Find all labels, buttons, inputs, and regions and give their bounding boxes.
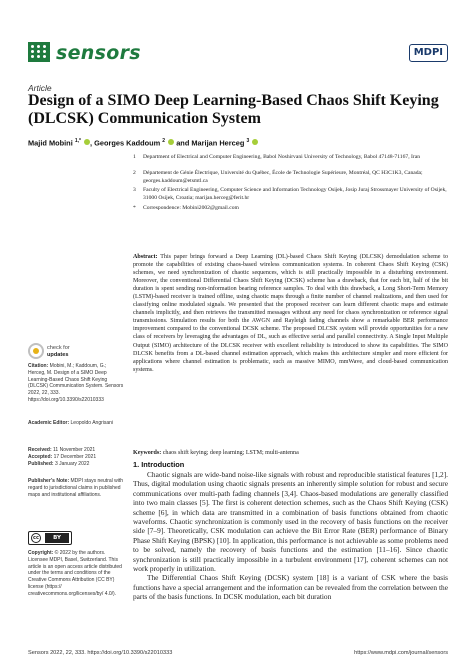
author-marks: 2 <box>162 138 166 144</box>
editor-label: Academic Editor: <box>28 420 70 426</box>
keywords-text: chaos shift keying; deep learning; LSTM; multi-antenna <box>162 450 299 456</box>
introduction-body <box>133 470 448 602</box>
keywords-label: Keywords: <box>133 450 162 456</box>
copyright-block <box>28 550 124 598</box>
affiliation-text: Département de Génie Électrique, Université du Québec, École de Technologie Supérieure, Montréal, QC H3C1K3, Canada; georges.kaddoum@etsmtl.ca <box>143 170 423 184</box>
author-marks: 3 <box>246 138 250 144</box>
journal-name[interactable]: sensors <box>56 42 141 64</box>
cc-icon: cc <box>31 533 41 543</box>
check-for-updates-badge[interactable] <box>28 343 98 361</box>
citation-block <box>28 363 124 404</box>
affiliation <box>133 170 448 185</box>
check-updates-label: check for updates <box>47 345 70 358</box>
cc-license-badge[interactable] <box>28 531 72 545</box>
abstract-label: Abstract: <box>133 254 158 260</box>
by-icon: BY <box>45 533 69 543</box>
author-marks: 1,* <box>74 138 81 144</box>
affiliation <box>133 205 448 213</box>
affiliation-text: Faculty of Electrical Engineering, Computer Science and Information Technology Osijek, Josip Juraj Strossmayer University of Osijek, 31000 Osijek, Croatia; marijan.herceg@ferit.hr <box>143 187 447 201</box>
publication-dates <box>28 447 124 467</box>
correspondence-email[interactable]: Correspondence: Mobini2002@gmail.com <box>143 205 239 211</box>
check-updates-icon <box>28 343 44 359</box>
editor-name: Leopoldo Angrisani <box>70 420 114 426</box>
author-name[interactable]: Marijan Herceg <box>191 138 245 148</box>
affiliation <box>133 154 448 162</box>
affiliation-number: 3 <box>133 187 136 193</box>
orcid-icon[interactable] <box>84 139 90 145</box>
published-date: Published: 3 January 2022 <box>28 460 90 467</box>
journal-header <box>28 40 448 66</box>
paragraph: Chaotic signals are wide-band noise-like signals with robust and reproducible statistical features [1,2]. Thus, digital modulation using chaotic signals presents an inherently simple solution for robust and secure communications over multi-path fading channels [3,4]. Chaos-based modulations are generally classified into two main classes [5]. The first is coherent detection schemes, such as the Chaos Shift Keying (CSK) scheme [6], in which data are transmitted in a combination of basis functions obtained from chaotic waveforms. Chaotic synchronization is commonly used in the recovery of basis functions on the receiver side [7–9]. Theoretically, CSK modulation can achieve the Bit Error Rate (BER) performance of Binary Phase Shift Keying (BPSK) [10]. In application, this performance is not achievable as some problems need to be solved, namely the recovery of basis functions and the estimation [11–16]. Since chaotic synchronization is still practically impossible in a turbulent environment [17], coherent schemes can not work properly in utilization. <box>133 470 448 574</box>
publisher-note-text: MDPI stays neutral with regard to jurisdictional claims in published maps and institutional affiliations. <box>28 478 124 498</box>
academic-editor <box>28 420 124 427</box>
publisher-logo[interactable]: MDPI <box>409 44 448 62</box>
publisher-note-label: Publisher’s Note: <box>28 478 70 484</box>
affiliation-number: 2 <box>133 170 136 176</box>
author-list: Majid Mobini $^{1,*}$ , Georges Kaddoum $^2$ and Marijan Herceg $^3$ <box>28 138 448 147</box>
affiliation-text: Department of Electrical and Computer Engineering, Babol Noshirvani University of Technology, Babol 47148-71167, Iran <box>143 154 420 160</box>
orcid-icon[interactable] <box>168 139 174 145</box>
footer-journal-url[interactable]: https://www.mdpi.com/journal/sensors <box>354 650 448 656</box>
paragraph: The Differential Chaos Shift Keying (DCSK) system [18] is a variant of CSK where the basis functions have a special arrangement and the information can be revealed from the correlation between the parts of the basis functions. In DCSK modulation, each bit duration <box>133 573 448 602</box>
section-heading: 1. Introduction <box>133 460 185 469</box>
affiliation <box>133 187 448 202</box>
affiliation-number: 1 <box>133 154 136 160</box>
accepted-date: Accepted: 17 December 2021 <box>28 453 97 460</box>
keywords <box>133 449 448 457</box>
affiliation-number: * <box>133 205 136 211</box>
orcid-icon[interactable] <box>252 139 258 145</box>
copyright-text: © 2022 by the authors. Licensee MDPI, Basel, Switzerland. This article is an open access article distributed under the terms and conditions of the Creative Commons Attribution (CC BY) license (https:// creativecommons.org/licenses/by/ 4.0/). <box>28 550 122 597</box>
page-footer <box>28 650 448 660</box>
abstract-text: This paper brings forward a Deep Learning (DL)-based Chaos Shift Keying (DLCSK) demodulation scheme to promote the capabilities of existing chaos-based wireless communication systems. In coherent Chaos Shift Keying (CSK) schemes, we need synchronization of chaotic sequences, which is still practically impossible in a disturbing environment. Moreover, the conventional Differential Chaos Shift Keying (DCSK) scheme has a drawback, that for each bit, half of the bit duration is spent sending non-information bearing reference samples. To deal with this drawback, a Long Short-Term Memory (LSTM)-based receiver is trained offline, using chaotic maps through a finite number of channel realizations, and then used for classifying online modulated signals. We presented that the proposed receiver can learn different chaotic maps and estimate channels implicitly, and then retrieves the transmitted messages without any need for chaos synchronization or reference signal transmissions. Simulation results for both the AWGN and Rayleigh fading channels show a remarkable BER performance improvement compared to the conventional DCSK scheme. The proposed DLCSK system will provide opportunities for a new class of receivers by leveraging the advantages of DL, such as effective serial and parallel connectivity. A Single Input Multiple Output (SIMO) architecture of the DLCSK receiver with excellent reliability is introduced to show its capabilities. The SIMO DLCSK benefits from a DL-based channel estimation approach, which makes this architecture simpler and more efficient for applications where channel estimation is problematic, such as massive MIMO, mmWave, and cloud-based communication systems. <box>133 254 448 373</box>
author-name[interactable]: Majid Mobini <box>28 138 73 148</box>
article-type: Article <box>28 83 52 93</box>
journal-logo-icon <box>28 42 50 62</box>
citation-label: Citation: <box>28 363 49 369</box>
author-name[interactable]: Georges Kaddoum <box>94 138 161 148</box>
footer-citation[interactable]: Sensors 2022, 22, 333. https://doi.org/10.3390/s22010333 <box>28 650 173 656</box>
copyright-label: Copyright: <box>28 550 54 556</box>
article-title: Design of a SIMO Deep Learning-Based Chaos Shift Keying (DLCSK) Communication System <box>28 92 439 127</box>
publisher-note <box>28 478 124 498</box>
abstract <box>133 253 448 374</box>
received-date: Received: 11 November 2021 <box>28 447 96 453</box>
citation-text[interactable]: Mobini, M.; Kaddoum, G.; Herceg, M. Design of a SIMO Deep Learning-Based Chaos Shift Keying (DLCSK) Communication System. Sensors 2022, 22, 333. https://doi.org/10.3390/s22010333 <box>28 363 124 403</box>
